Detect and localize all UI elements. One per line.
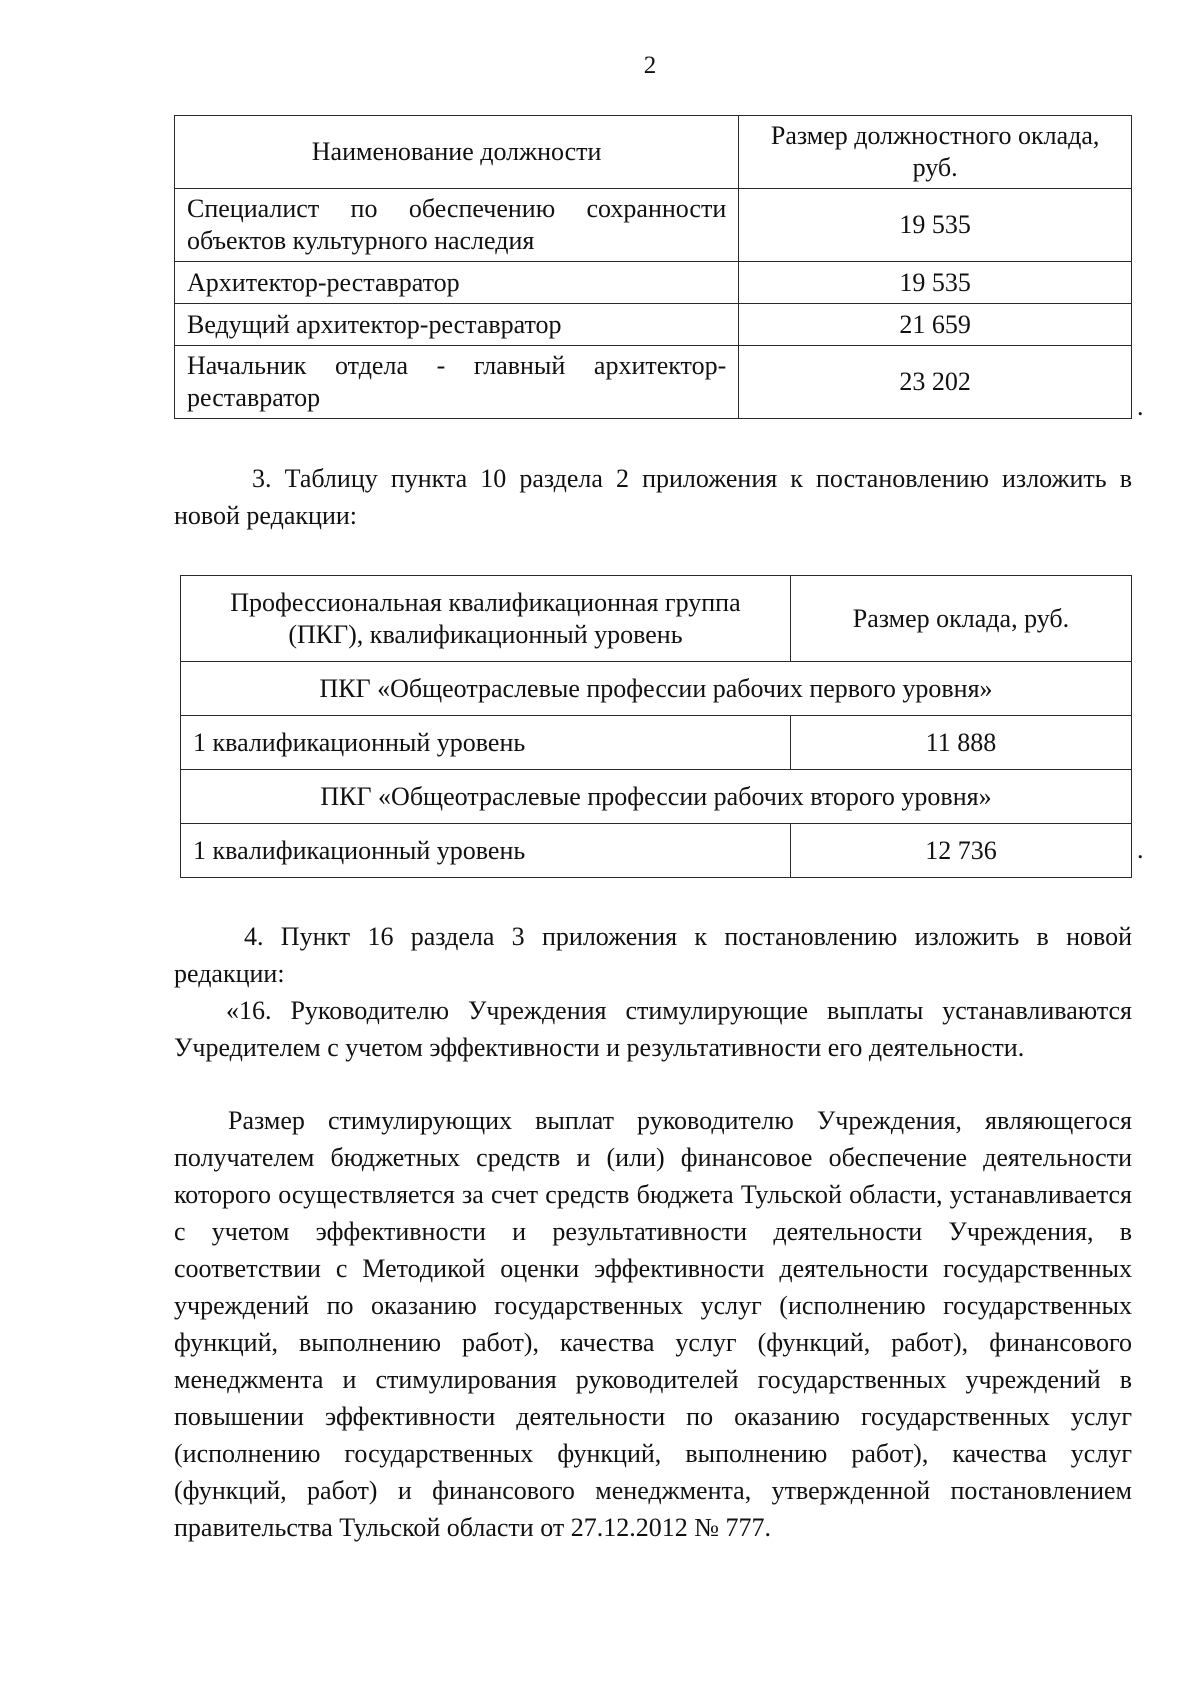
header-salary: Размер должностного оклада, руб. bbox=[739, 116, 1132, 189]
paragraph-4: 4. Пункт 16 раздела 3 приложения к постановлению изложить в новой редакции: bbox=[174, 922, 1132, 988]
salary-table-positions bbox=[174, 115, 1132, 419]
group-title: ПКГ «Общеотраслевые профессии рабочих первого уровня» bbox=[181, 662, 1132, 716]
group-title: ПКГ «Общеотраслевые профессии рабочих второго уровня» bbox=[181, 770, 1132, 824]
table-header-row bbox=[175, 116, 1132, 189]
table1-end-dot: . bbox=[1137, 392, 1144, 421]
row-salary-value: 21 659 bbox=[739, 304, 1132, 346]
table-row bbox=[175, 262, 1132, 304]
header-pkg: Профессиональная квалификационная группа (ПКГ), квалификационный уровень bbox=[181, 576, 791, 662]
page-number: 2 bbox=[643, 52, 657, 79]
salary-table-pkg bbox=[180, 575, 1132, 878]
header-position-name: Наименование должности bbox=[175, 116, 739, 189]
table-header-row bbox=[181, 576, 1132, 662]
row-position-name: Ведущий архитектор-реставратор bbox=[175, 304, 739, 346]
table-row bbox=[175, 189, 1132, 262]
row-position-name bbox=[175, 346, 739, 419]
row-salary-value: 23 202 bbox=[739, 346, 1132, 419]
table-group-row bbox=[181, 662, 1132, 716]
row-salary-value: 11 888 bbox=[790, 716, 1131, 770]
table-row bbox=[175, 304, 1132, 346]
row-position-text: Начальник отдела - главный архитектор-реставратор bbox=[187, 351, 727, 412]
row-position-name: Архитектор-реставратор bbox=[175, 262, 739, 304]
header-salary: Размер оклада, руб. bbox=[790, 576, 1131, 662]
table-group-row bbox=[181, 770, 1132, 824]
row-position-text: Специалист по обеспечению сохранности объектов культурного наследия bbox=[187, 194, 727, 255]
table-row bbox=[181, 716, 1132, 770]
row-salary-value: 12 736 bbox=[790, 824, 1131, 878]
paragraph-bonus-size: Размер стимулирующих выплат руководителю Учреждения, являющегося получателем бюджетных средств и (или) финансовое обеспечение деятельности которого осуществляется за счет средств бюджета Тульской области, устанавливается с учетом эффективности и результативности деятельности Учреждения, в соответствии с Методикой оценки эффективности деятельности государственных учреждений по оказанию государственных услуг (исполнению государственных функций, выполнению работ), качества услуг (функций, работ), финансового менеджмента и стимулирования руководителей государственных учреждений в повышении эффективности деятельности по оказанию государственных услуг (исполнению государственных функций, выполнению работ), качества услуг (функций, работ) и финансового менеджмента, утвержденной постановлением правительства Тульской области от 27.12.2012 № 777. bbox=[174, 1106, 1132, 1542]
paragraph-3: 3. Таблицу пункта 10 раздела 2 приложения к постановлению изложить в новой редакции: bbox=[174, 464, 1132, 530]
table2-end-dot: . bbox=[1137, 835, 1144, 864]
row-level-name: 1 квалификационный уровень bbox=[181, 824, 791, 878]
paragraph-16: «16. Руководителю Учреждения стимулирующие выплаты устанавливаются Учредителем с учетом эффективности и результативности его деятельности. bbox=[174, 996, 1132, 1062]
table-row bbox=[181, 824, 1132, 878]
table-row bbox=[175, 346, 1132, 419]
row-salary-value: 19 535 bbox=[739, 189, 1132, 262]
row-salary-value: 19 535 bbox=[739, 262, 1132, 304]
row-position-name bbox=[175, 189, 739, 262]
row-level-name: 1 квалификационный уровень bbox=[181, 716, 791, 770]
